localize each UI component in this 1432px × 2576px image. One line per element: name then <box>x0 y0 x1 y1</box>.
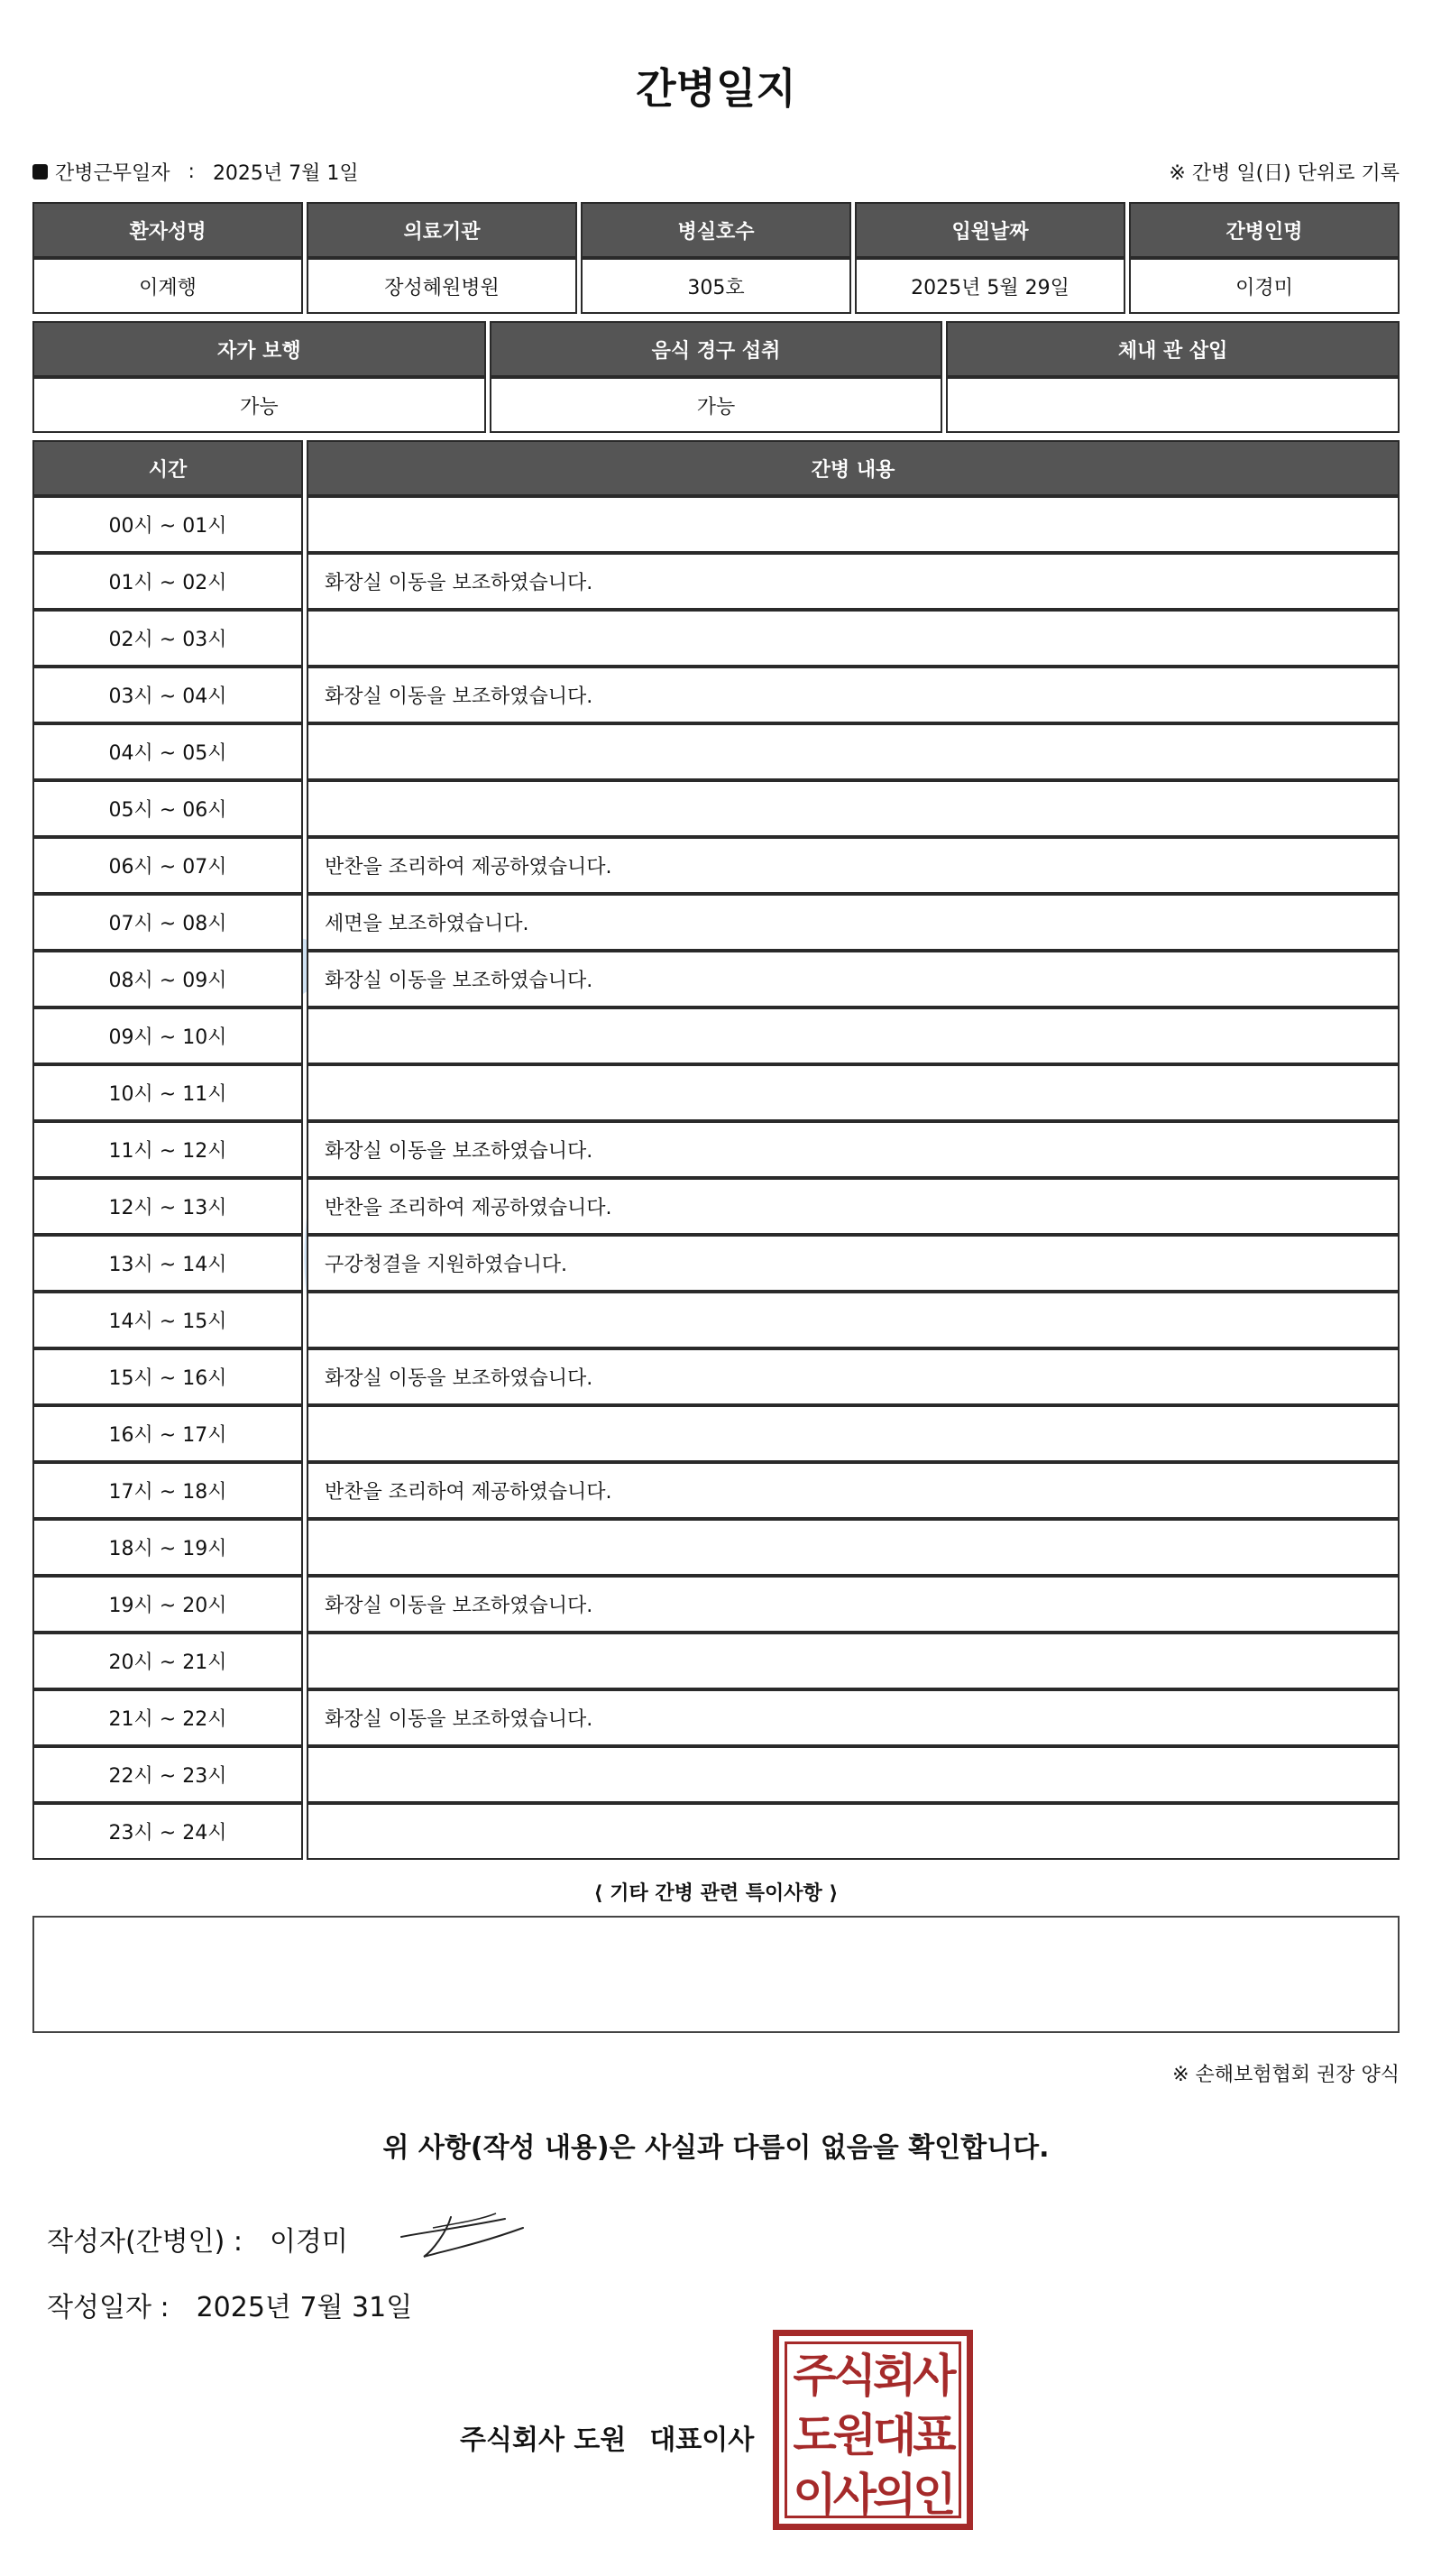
company-name: 주식회사 도원 <box>460 2424 627 2456</box>
care-content-cell: 화장실 이동을 보조하였습니다. <box>307 1689 1400 1746</box>
care-content-cell <box>307 1633 1400 1689</box>
table-row <box>32 723 1400 780</box>
company-seal-stamp <box>773 2330 973 2530</box>
header-hospital: 의료기관 <box>307 202 577 258</box>
table-row <box>32 1405 1400 1462</box>
remarks-box <box>32 1916 1400 2033</box>
table-row <box>32 1121 1400 1178</box>
table-row <box>32 1064 1400 1121</box>
time-cell: 06시 ~ 07시 <box>32 837 303 894</box>
time-cell: 20시 ~ 21시 <box>32 1633 303 1689</box>
written-date-label: 작성일자 : <box>47 2292 170 2323</box>
room-number-value: 305호 <box>581 258 851 314</box>
table-row <box>32 1292 1400 1348</box>
care-content-cell: 화장실 이동을 보조하였습니다. <box>307 667 1400 723</box>
time-cell: 02시 ~ 03시 <box>32 610 303 667</box>
care-content-cell <box>307 496 1400 553</box>
writer-label: 작성자(간병인) : <box>47 2226 243 2258</box>
time-cell: 18시 ~ 19시 <box>32 1519 303 1576</box>
table-row <box>32 1803 1400 1860</box>
time-cell: 14시 ~ 15시 <box>32 1292 303 1348</box>
care-content-cell: 세면을 보조하였습니다. <box>307 894 1400 951</box>
header-patient-name: 환자성명 <box>32 202 303 258</box>
table-row <box>32 610 1400 667</box>
time-cell: 22시 ~ 23시 <box>32 1746 303 1803</box>
care-content-cell <box>307 1292 1400 1348</box>
table-row <box>32 1007 1400 1064</box>
representative-title: 대표이사 <box>649 2424 755 2456</box>
time-cell: 07시 ~ 08시 <box>32 894 303 951</box>
time-cell: 16시 ~ 17시 <box>32 1405 303 1462</box>
seal-line-3: 이사의인 <box>793 2469 953 2521</box>
written-date-value: 2025년 7월 31일 <box>196 2292 413 2323</box>
time-cell: 01시 ~ 02시 <box>32 553 303 610</box>
table-row <box>32 837 1400 894</box>
seal-line-2: 도원대표 <box>793 2409 953 2461</box>
confirmation-statement: 위 사항(작성 내용)은 사실과 다름이 없음을 확인합니다. <box>382 2132 1050 2164</box>
care-content-cell <box>307 1746 1400 1803</box>
care-content-cell <box>307 610 1400 667</box>
patient-condition-table <box>32 321 1400 433</box>
writer-line <box>47 2219 348 2259</box>
table-row <box>32 1519 1400 1576</box>
writer-name: 이경미 <box>269 2226 348 2258</box>
care-content-cell: 반찬을 조리하여 제공하였습니다. <box>307 1178 1400 1235</box>
table-row <box>32 1235 1400 1292</box>
table-row <box>32 553 1400 610</box>
admission-date-value: 2025년 5월 29일 <box>855 258 1125 314</box>
table-row <box>32 496 1400 553</box>
care-log-table <box>32 496 1400 1860</box>
care-content-cell <box>307 723 1400 780</box>
patient-name-value: 이계행 <box>32 258 303 314</box>
care-content-cell: 반찬을 조리하여 제공하였습니다. <box>307 1462 1400 1519</box>
time-cell: 12시 ~ 13시 <box>32 1178 303 1235</box>
work-date-label: 간병근무일자 <box>55 162 170 185</box>
care-content-cell: 화장실 이동을 보조하였습니다. <box>307 1348 1400 1405</box>
record-unit-note: ※ 간병 일(日) 단위로 기록 <box>1169 162 1400 185</box>
header-caregiver-name: 간병인명 <box>1129 202 1400 258</box>
work-date-line <box>32 158 359 186</box>
page-title: 간병일지 <box>636 64 796 113</box>
self-walking-value: 가능 <box>32 377 486 433</box>
table-row <box>32 1462 1400 1519</box>
table-row <box>32 1746 1400 1803</box>
table-row <box>32 780 1400 837</box>
table-row <box>32 667 1400 723</box>
time-cell: 00시 ~ 01시 <box>32 496 303 553</box>
caregiver-name-value: 이경미 <box>1129 258 1400 314</box>
care-content-cell: 화장실 이동을 보조하였습니다. <box>307 1121 1400 1178</box>
care-log-header <box>32 440 1400 496</box>
time-cell: 10시 ~ 11시 <box>32 1064 303 1121</box>
company-line <box>460 2417 754 2457</box>
time-cell: 03시 ~ 04시 <box>32 667 303 723</box>
table-row <box>32 1178 1400 1235</box>
header-oral-intake: 음식 경구 섭취 <box>490 321 943 377</box>
patient-info-table <box>32 202 1400 314</box>
table-row <box>32 1348 1400 1405</box>
care-content-cell <box>307 1519 1400 1576</box>
care-content-cell: 반찬을 조리하여 제공하였습니다. <box>307 837 1400 894</box>
time-cell: 09시 ~ 10시 <box>32 1007 303 1064</box>
tube-insertion-value <box>946 377 1400 433</box>
time-cell: 08시 ~ 09시 <box>32 951 303 1007</box>
care-content-cell: 구강청결을 지원하였습니다. <box>307 1235 1400 1292</box>
written-date-line <box>47 2285 412 2324</box>
table-row <box>32 1576 1400 1633</box>
signature <box>397 2201 532 2264</box>
care-content-cell <box>307 1007 1400 1064</box>
time-cell: 19시 ~ 20시 <box>32 1576 303 1633</box>
care-content-cell: 화장실 이동을 보조하였습니다. <box>307 553 1400 610</box>
table-row <box>32 894 1400 951</box>
header-care-content: 간병 내용 <box>307 440 1400 496</box>
table-row <box>32 951 1400 1007</box>
remarks-title: ⟨ 기타 간병 관련 특이사항 ⟩ <box>593 1882 839 1905</box>
header-time: 시간 <box>32 440 303 496</box>
care-content-cell: 화장실 이동을 보조하였습니다. <box>307 1576 1400 1633</box>
time-cell: 23시 ~ 24시 <box>32 1803 303 1860</box>
header-room-number: 병실호수 <box>581 202 851 258</box>
table-row <box>32 1689 1400 1746</box>
care-content-cell: 화장실 이동을 보조하였습니다. <box>307 951 1400 1007</box>
time-cell: 11시 ~ 12시 <box>32 1121 303 1178</box>
time-cell: 05시 ~ 06시 <box>32 780 303 837</box>
care-content-cell <box>307 1803 1400 1860</box>
header-tube-insertion: 체내 관 삽입 <box>946 321 1400 377</box>
time-cell: 13시 ~ 14시 <box>32 1235 303 1292</box>
header-self-walking: 자가 보행 <box>32 321 486 377</box>
time-cell: 04시 ~ 05시 <box>32 723 303 780</box>
oral-intake-value: 가능 <box>490 377 943 433</box>
form-source-note: ※ 손해보험협회 권장 양식 <box>1172 2064 1400 2086</box>
care-content-cell <box>307 1064 1400 1121</box>
header-admission-date: 입원날짜 <box>855 202 1125 258</box>
time-cell: 15시 ~ 16시 <box>32 1348 303 1405</box>
work-date-value: 2025년 7월 1일 <box>212 162 359 185</box>
work-date-separator: : <box>188 161 195 183</box>
care-content-cell <box>307 780 1400 837</box>
hospital-value: 장성혜원병원 <box>307 258 577 314</box>
time-cell: 21시 ~ 22시 <box>32 1689 303 1746</box>
seal-line-1: 주식회사 <box>793 2350 953 2402</box>
bullet-square-icon <box>32 164 48 179</box>
time-cell: 17시 ~ 18시 <box>32 1462 303 1519</box>
care-content-cell <box>307 1405 1400 1462</box>
table-row <box>32 1633 1400 1689</box>
